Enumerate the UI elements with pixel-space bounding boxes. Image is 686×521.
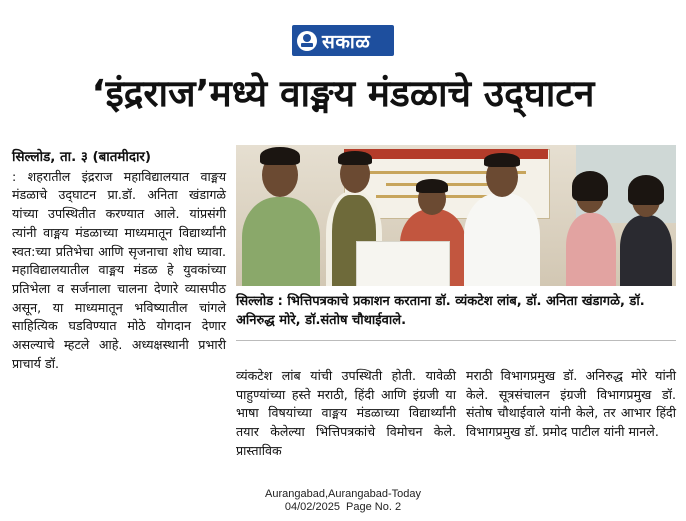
- photo-person-hair: [572, 171, 608, 201]
- article-column-1: [12, 148, 226, 373]
- photo-person-hair: [260, 147, 300, 165]
- photo-person-hair: [628, 175, 664, 205]
- article-column-2: व्यंकटेश लांब यांची उपस्थिती होती. यावेळी पाहुण्यांच्या हस्ते मराठी, हिंदी आणि इंग्रजी या भाषा विषयांच्या वाङ्मय मंडळाच्या विद्यार्थ्यांनी तयार केलेल्या भित्तिपत्रकांचे विमोचन केले. प्रास्ताविक: [236, 368, 456, 458]
- footer-date-page: 04/02/2025 Page No. 2: [284, 501, 402, 513]
- photo-person-hair: [338, 151, 372, 165]
- dateline: सिल्लोड, ता. ३ (बातमीदार): [12, 150, 152, 165]
- photo-person-hair: [416, 179, 448, 193]
- logo-text: सकाळ: [322, 30, 371, 53]
- photo-person: [242, 197, 320, 286]
- photo-person: [620, 215, 672, 286]
- sakal-emblem-icon: [297, 31, 317, 51]
- photo-person: [464, 193, 540, 286]
- photo-caption: सिल्लोड : भित्तिपत्रकाचे प्रकाशन करताना डॉ. व्यंकटेश लांब, डॉ. अनिता खंडागळे, डॉ. अनिरुद्ध मोरे, डॉ.संतोष चौथाईवाले.: [236, 294, 645, 328]
- footer: [0, 488, 686, 514]
- column-1-text: : शहरातील इंद्रराज महाविद्यालयात वाङ्मय मंडळाचे उद्‌घाटन प्रा.डॉ. अनिता खंडागळे यांच्या उपस्थितीत करण्यात आले. यांप्रसंगी त्यांनी वाङ्मय मंडळाच्या माध्यमातून विद्यार्थ्यांनी स्वत:च्या प्रतिभेचा आणि सृजनाचा शोध घ्यावा. महाविद्यालयातील वाङ्मय मंडळ हे युवकांच्या प्रतिभेला व सर्जनाला चालना देणारे व्यासपीठ असून, या माध्यमातून भविष्यातील चांगले साहित्यिक घडविण्यात मोठे योगदान देणार असल्याचे म्हटले आहे. अध्यक्षस्थानी प्रभारी प्राचार्य डॉ.: [12, 168, 226, 371]
- photo-wall-paper: [356, 241, 450, 286]
- event-photo: [236, 145, 676, 286]
- sakal-logo: [292, 25, 394, 56]
- photo-person-hair: [484, 153, 520, 167]
- headline: ‘इंद्रराज’मध्ये वाङ्मय मंडळाचे उद्‌घाटन: [91, 72, 595, 115]
- photo-person: [566, 213, 616, 286]
- footer-edition: Aurangabad,Aurangabad-Today: [265, 488, 421, 500]
- article-column-3: मराठी विभागप्रमुख डॉ. अनिरुद्ध मोरे यांनी केले. सूत्रसंचालन इंग्रजी विभागप्रमुख डॉ. संतोष चौथाईवाले यांनी केले, तर आभार हिंदी विभागप्रमुख डॉ. प्रमोद पाटील यांनी मानले.: [466, 368, 676, 440]
- caption-divider: [236, 340, 676, 341]
